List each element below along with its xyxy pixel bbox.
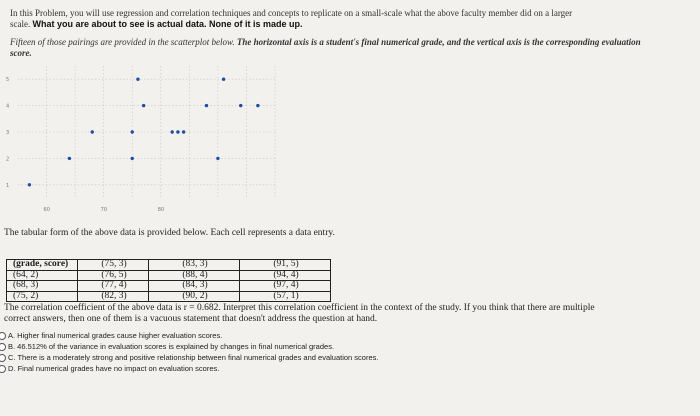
question-line-2: correct answers, then one of them is a vacuous statement that doesn't address the question at hand. bbox=[4, 314, 378, 324]
scatterplot-description bbox=[10, 37, 650, 59]
table-cell: (84, 3) bbox=[149, 281, 240, 292]
table-cell: (94, 4) bbox=[240, 270, 331, 281]
radio-c[interactable] bbox=[0, 354, 6, 362]
data-point bbox=[68, 157, 71, 160]
option-c-label: C. There is a moderately strong and positive relationship between final numerical grades and evaluation scores. bbox=[8, 353, 379, 362]
subintro-prefix: Fifteen of those pairings are provided in the scatterplot below. bbox=[10, 37, 235, 47]
y-tick-label: 3 bbox=[6, 130, 10, 136]
subintro-bold: The horizontal axis is a student's final numerical grade, and the vertical axis is the corresponding evaluation score. bbox=[10, 37, 641, 58]
table-header-cell: (grade, score) bbox=[7, 260, 78, 271]
radio-b[interactable] bbox=[0, 343, 6, 351]
table-cell: (88, 4) bbox=[149, 270, 240, 281]
data-point bbox=[136, 78, 139, 81]
option-a-label: A. Higher final numerical grades cause higher evaluation scores. bbox=[8, 331, 223, 340]
table-cell: (75, 3) bbox=[78, 260, 149, 271]
scatter-grid bbox=[18, 66, 275, 198]
data-point bbox=[131, 130, 134, 133]
x-tick-label: 70 bbox=[100, 207, 108, 213]
table-cell: (82, 3) bbox=[78, 291, 149, 302]
radio-a[interactable] bbox=[0, 332, 6, 340]
table-cell: (97, 4) bbox=[240, 281, 331, 292]
option-d[interactable] bbox=[0, 363, 700, 374]
y-tick-label: 4 bbox=[6, 103, 10, 110]
table-cell: (57, 1) bbox=[240, 291, 331, 302]
table-cell: (83, 3) bbox=[149, 260, 240, 271]
data-point bbox=[182, 130, 185, 133]
question-line-1: The correlation coefficient of the above data is r = 0.682. Interpret this correlation coefficient in the context of the study. If you think that there are multiple bbox=[4, 303, 595, 313]
data-point bbox=[216, 157, 219, 160]
data-point bbox=[28, 183, 31, 186]
intro-line-2-prefix: scale. bbox=[10, 19, 31, 29]
problem-intro bbox=[10, 8, 670, 30]
question-prompt bbox=[4, 303, 694, 325]
table-cell: (68, 3) bbox=[7, 281, 78, 292]
data-point bbox=[91, 130, 94, 133]
x-axis-ticks bbox=[44, 207, 165, 213]
y-tick-label: 5 bbox=[6, 77, 10, 84]
y-tick-label: 2 bbox=[6, 156, 10, 163]
table-cell: (75, 2) bbox=[7, 291, 78, 302]
y-axis-ticks bbox=[6, 77, 9, 189]
table-cell: (77, 4) bbox=[78, 281, 149, 292]
data-point bbox=[176, 130, 179, 133]
table-cell: (90, 2) bbox=[149, 291, 240, 302]
data-point bbox=[205, 104, 208, 107]
x-tick-label: 60 bbox=[43, 207, 50, 213]
option-a[interactable] bbox=[0, 330, 700, 341]
table-cell: (76, 5) bbox=[78, 270, 149, 281]
option-d-label: D. Final numerical grades have no impact on evaluation scores. bbox=[8, 364, 220, 373]
data-point bbox=[171, 130, 174, 133]
option-c[interactable] bbox=[0, 352, 700, 363]
option-b-label: B. 46.512% of the variance in evaluation scores is explained by changes in final numerical grades. bbox=[8, 342, 335, 351]
table-row bbox=[7, 260, 331, 271]
scatterplot bbox=[0, 58, 290, 218]
table-description: The tabular form of the above data is provided below. Each cell represents a data entry. bbox=[4, 228, 335, 238]
y-tick-label: 1 bbox=[6, 182, 10, 189]
table-cell: (91, 5) bbox=[240, 260, 331, 271]
data-point bbox=[222, 78, 225, 81]
table-row bbox=[7, 291, 331, 302]
answer-options bbox=[0, 330, 700, 374]
intro-line-1: In this Problem, you will use regression and correlation techniques and concepts to replicate on a small-scale what the above faculty member did on a larger bbox=[10, 8, 573, 18]
intro-line-2-bold: What you are about to see is actual data. None of it is made up. bbox=[32, 19, 303, 29]
table-row bbox=[7, 270, 331, 281]
radio-d[interactable] bbox=[0, 365, 6, 373]
x-tick-label: 80 bbox=[157, 207, 165, 213]
data-point bbox=[256, 104, 259, 107]
table-row bbox=[7, 281, 331, 292]
option-b[interactable] bbox=[0, 341, 700, 352]
table-cell: (64, 2) bbox=[7, 270, 78, 281]
data-point bbox=[239, 104, 242, 107]
data-point bbox=[131, 157, 134, 160]
data-point bbox=[142, 104, 145, 107]
data-table bbox=[6, 259, 331, 302]
